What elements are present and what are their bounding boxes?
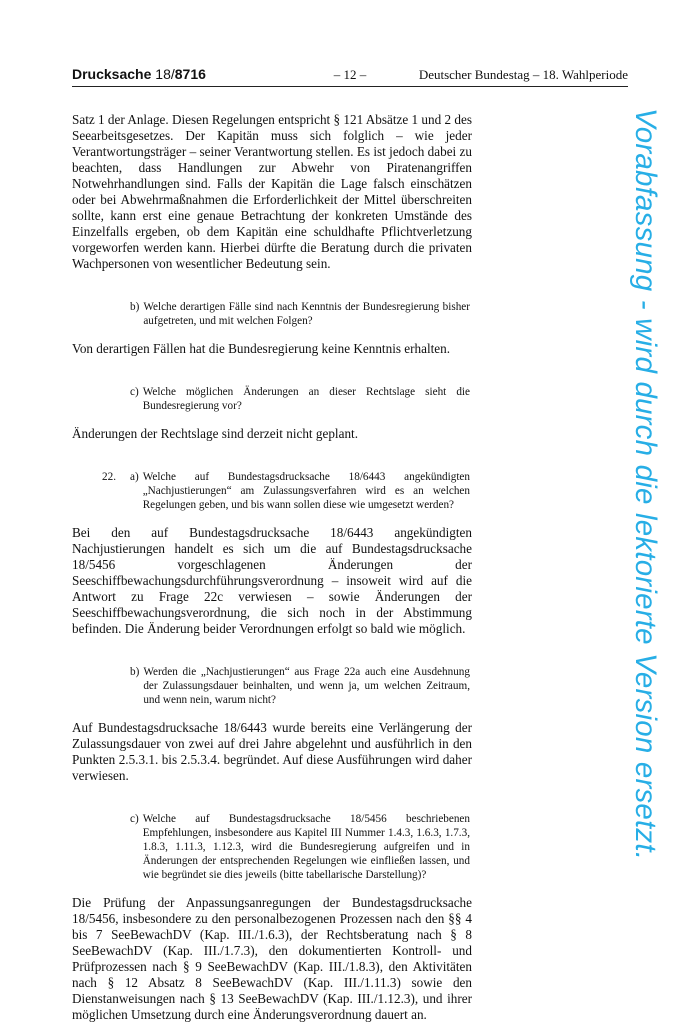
question-22b — [130, 665, 470, 707]
question-22c — [130, 812, 470, 882]
publisher: Deutscher Bundestag – 18. Wahlperiode — [418, 67, 628, 82]
document-number-value: 8716 — [174, 66, 206, 82]
document-body — [72, 112, 472, 1023]
answer-21b: Von derartigen Fällen hat die Bundesregierung keine Kenntnis erhalten. — [72, 341, 451, 356]
question-text: Werden die „Nachjustierungen“ aus Frage 22a auch eine Ausdehnung der Zulassungsdauer beinhalten, und wenn ja, um welchen Zeitraum, und wenn nein, warum nicht? — [143, 666, 470, 706]
question-label: a) — [130, 471, 139, 483]
question-number: 22. — [102, 471, 116, 483]
question-text: Welche auf Bundestagsdrucksache 18/5456 beschriebenen Empfehlungen, insbesondere aus Kapitel III Nummer 1.4.3, 1.6.3, 1.7.3, 1.8.3, 1.11.3, 1.12.3, wird die Bundesregierung aufgreifen und in Änderungen der entsprechenden Regelungen wie einfließen lassen, und wie begründet sie dies jeweils (bitte tabellarische Darstellung)? — [142, 813, 470, 881]
draft-watermark: Vorabfassung - wird durch die lektorierte Version ersetzt. — [629, 108, 662, 861]
question-label: c) — [130, 386, 139, 398]
question-label: b) — [130, 301, 140, 313]
question-22a — [102, 470, 470, 512]
answer-22a: Bei den auf Bundestagsdrucksache 18/6443 angekündigten Nachjustierungen handelt es sich um die auf Bundestagsdrucksache 18/5456 vorgeschlagenen Änderungen der Seeschiffbewachungsdurchführungsverordnung – insoweit wird auf die Antwort zu Frage 22c verwiesen – sowie Änderungen der Seeschiffbewachungsverordnung, die sich noch in der Abstimmung befinden. Die Änderung beider Verordnungen erfolgt so bald wie möglich. — [72, 525, 472, 636]
document-number-prefix: 18/ — [155, 66, 175, 82]
question-text: Welche möglichen Änderungen an dieser Rechtslage sieht die Bundesregierung vor? — [142, 386, 470, 412]
answer-22b: Auf Bundestagsdrucksache 18/6443 wurde bereits eine Verlängerung der Zulassungsdauer von zwei auf drei Jahre abgelehnt und ausführlich in den Punkten 2.5.3.1. bis 2.5.3.4. begründet. Auf diese Ausführungen wird daher verwiesen. — [72, 720, 472, 783]
answer-22c: Die Prüfung der Anpassungsanregungen der Bundestagsdrucksache 18/5456, insbesondere zu den personalbezogenen Prozessen nach den §§ 4 bis 7 SeeBewachDV (Kap. III./1.6.3), der Rechtsberatung nach § 8 SeeBewachDV (Kap. III./1.7.3), den dokumentierten Kontroll- und Prüfprozessen nach § 9 SeeBewachDV (Kap. III./1.8.3), den Aktivitäten nach § 12 Absatz 8 SeeBewachDV (Kap. III./1.11.3) sowie den Dienstanweisungen nach § 13 SeeBewachDV (Kap. III./1.12.3), und ihrer möglichen Umsetzung durch eine Änderungsverordnung dauert an. — [72, 895, 472, 1022]
question-21b — [130, 300, 470, 328]
question-21c — [130, 385, 470, 413]
question-text: Welche derartigen Fälle sind nach Kenntnis der Bundesregierung bisher aufgetreten, und mit welchen Folgen? — [143, 301, 470, 327]
question-text: Welche auf Bundestagsdrucksache 18/6443 angekündigten „Nachjustierungen“ am Zulassungsverfahren wird es an welchen Regelungen geben, und bis wann sollen diese wie umgesetzt werden? — [142, 471, 470, 511]
page-number: – 12 – — [333, 67, 367, 82]
page-header — [72, 64, 628, 87]
intro-paragraph: Satz 1 der Anlage. Diesen Regelungen entspricht § 121 Absätze 1 und 2 des Seearbeitsgesetzes. Der Kapitän muss sich folglich – wie jeder Verantwortungsträger – seiner Verantwortung stellen. Es ist jedoch dabei zu beachten, dass Handlungen zur Abwehr von Piratenangriffen Notwehrhandlungen sind. Falls der Kapitän die Lage falsch einschätzen oder bei Abwehrmaßnahmen die Erforderlichkeit der Mittel überschreiten sollte, kann erst eine genaue Betrachtung der konkreten Umstände des Einzelfalls ergeben, ob dem Kapitän eine schuldhafte Pflichtverletzung vorgeworfen werden kann. Hierbei dürfte die Beratung durch die privaten Wachpersonen von wesentlicher Bedeutung sein. — [72, 112, 472, 271]
question-label: b) — [130, 666, 140, 678]
question-label: c) — [130, 813, 139, 825]
answer-21c: Änderungen der Rechtslage sind derzeit nicht geplant. — [72, 426, 358, 441]
document-label: Drucksache — [72, 66, 152, 82]
